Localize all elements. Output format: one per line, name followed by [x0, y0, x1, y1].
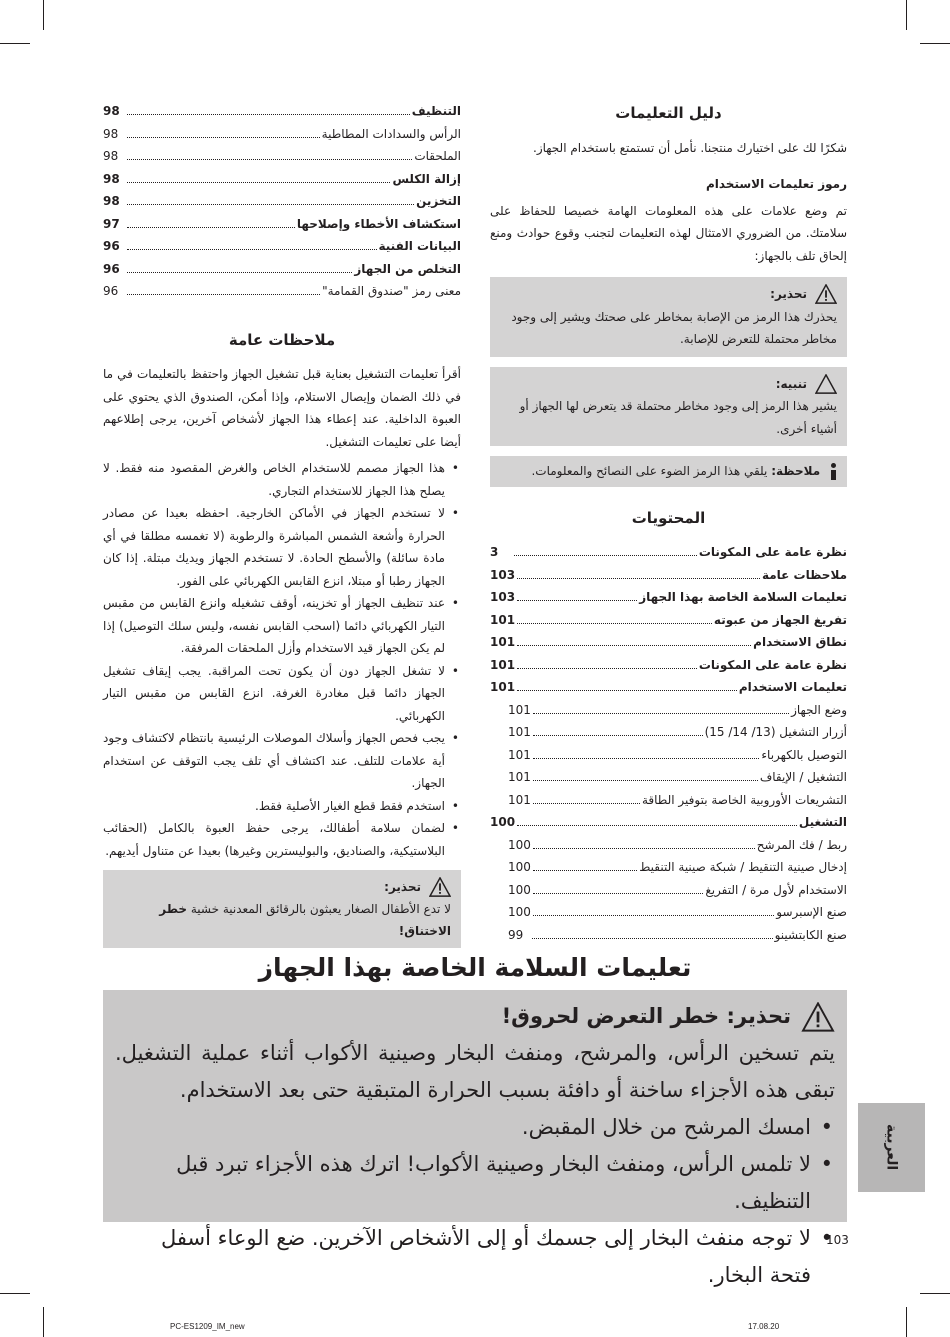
- toc-leader-dots: [127, 227, 295, 228]
- toc-entry-label: الاستخدام لأول مرة / التفريغ: [705, 882, 847, 897]
- toc-entry-page: 3: [490, 545, 499, 559]
- burn-warning-bullet: • امسك المرشح من خلال المقبض.: [115, 1109, 835, 1146]
- toc-entry-label: صنع الكابتشينو: [774, 927, 847, 942]
- general-text: أقرأ تعليمات التشغيل بعناية قبل تشغيل الجهاز واحتفظ بالتعليمات في ما في ذلك الضمان وإيصال الاستلام، وإذا أمكن، الصندوق الذي يحتوي على العبوة الداخلية. عند إعطاء هذا الجهاز لأشخاص آخرين، يرجى إطلاعهم أيضا على تعليمات التشغيل.: [103, 367, 461, 449]
- footer-date: 17.08.20: [748, 1322, 780, 1331]
- toc-entry-label: إدخال صينية التنقيط / شبكة صينية التنقيط: [639, 860, 847, 874]
- toc-entry: [490, 901, 847, 924]
- toc-entry: [490, 631, 847, 654]
- toc-leader-dots: [517, 600, 637, 601]
- toc-entry: [103, 280, 461, 303]
- toc-leader-dots: [127, 204, 414, 205]
- safety-bullet: • عند تنظيف الجهاز أو تخزينه، أوقف تشغيله وانزع القابس من مقبس التيار الكهربائي دائما (اسحب القابس نفسه، وليس سلك التوصيل) إذا لم يكن الجهاز قيد الاستخدام وأزل الملحقات المرفقة.: [103, 592, 461, 660]
- toc-entry-page: 101: [508, 792, 531, 807]
- toc-entry-label: تفريغ الجهاز من عبوته: [713, 612, 847, 627]
- toc-entry-page: 98: [103, 149, 119, 163]
- toc-entry-label: أزرار التشغيل (13/ 14/ 15): [704, 725, 847, 739]
- toc-entry-label: صنع الإسبرسو: [776, 905, 847, 919]
- toc-entry: [490, 609, 847, 632]
- toc-leader-dots: [517, 623, 712, 624]
- warning-triangle-icon: [801, 1002, 835, 1032]
- page-number: 103: [826, 1233, 849, 1247]
- toc-entry-label: الملحقات: [414, 149, 461, 163]
- toc-entry-page: 101: [508, 747, 531, 762]
- toc-entry-page: 100: [508, 905, 531, 919]
- toc-entry: [490, 879, 847, 902]
- toc-entry-label: نطاق الاستخدام: [753, 635, 847, 649]
- right-column: [490, 100, 847, 946]
- toc-entry-page: 100: [508, 860, 531, 874]
- toc-entry-page: 98: [103, 104, 120, 118]
- toc-entry-label: التنظيف: [411, 104, 461, 118]
- toc-entry: [490, 744, 847, 767]
- choking-warning-emphasis: خطر الاختناق!: [159, 902, 451, 938]
- burn-warning-bullets: [115, 1109, 835, 1294]
- toc-leader-dots: [533, 780, 758, 781]
- toc-entry-page: 101: [490, 612, 516, 627]
- toc-entry-label: تعليمات السلامة الخاصة بهذا الجهاز: [639, 590, 847, 604]
- toc-leader-dots: [127, 272, 352, 273]
- toc-leader-dots: [127, 159, 412, 160]
- toc-leader-dots: [517, 645, 751, 646]
- toc-entry-page: 100: [508, 882, 531, 897]
- toc-entry: [103, 213, 461, 236]
- caution-triangle-icon: [815, 374, 837, 394]
- toc-entry-page: 96: [103, 284, 119, 298]
- toc-leader-dots: [533, 758, 760, 759]
- toc-entry: [490, 766, 847, 789]
- contents-heading: المحتويات: [631, 508, 706, 527]
- footer-file-name: PC-ES1209_IM_new: [170, 1322, 245, 1331]
- toc-entry: [103, 190, 461, 213]
- crop-mark: [906, 0, 907, 30]
- symbols-text: تم وضع علامات على هذه المعلومات الهامة خصيصا للحفاظ على سلامتك. من الضروري الامتثال لهذه التعليمات لتجنب وقوع حوادث ومنع إلحاق تلف بالجهاز:: [490, 203, 847, 263]
- toc-leader-dots: [533, 893, 703, 894]
- toc-leader-dots: [517, 668, 697, 669]
- toc-leader-dots: [517, 578, 760, 579]
- toc-entry-page: 96: [103, 239, 120, 253]
- toc-entry: [490, 811, 847, 834]
- toc-leader-dots: [533, 870, 637, 871]
- table-of-contents: [490, 541, 847, 946]
- burn-warning-text: يتم تسخين الرأس، والمرشح، ومنفث البخار وصينية الأكواب أثناء عملية التشغيل. تبقى هذه الأجزاء ساخنة أو دافئة بسبب الحرارة المتبقية حتى بعد الاستخدام.: [115, 1041, 835, 1102]
- choking-warning-text: لا تدع الأطفال الصغار يعبثون بالرقائق المعدنية خشية: [187, 902, 451, 916]
- crop-mark: [43, 0, 44, 30]
- crop-mark: [0, 1293, 30, 1294]
- toc-entry-page: 103: [490, 567, 516, 582]
- toc-entry-page: 101: [490, 657, 516, 672]
- crop-mark: [920, 1293, 950, 1294]
- toc-entry-page: 101: [508, 770, 531, 784]
- burn-warning-bullet: • لا تلمس الرأس، ومنفث البخار وصينية الأكواب! اترك هذه الأجزاء تبرد قبل التنظيف.: [115, 1146, 835, 1220]
- toc-leader-dots: [517, 825, 797, 826]
- toc-leader-dots: [533, 848, 755, 849]
- toc-entry: [490, 541, 847, 564]
- toc-entry-label: تعليمات الاستخدام: [738, 680, 847, 694]
- warning-label: تحذير:: [770, 287, 807, 301]
- left-column: [103, 100, 461, 948]
- safety-bullet: • لا تشغل الجهاز دون أن يكون تحت المراقبة. يجب إيقاف تشغيل الجهاز دائما قبل مغادرة الغرفة. انزع القابس من مقبس التيار الكهربائي.: [103, 660, 461, 728]
- toc-entry: [490, 834, 847, 857]
- toc-leader-dots: [533, 735, 703, 736]
- symbols-heading: رموز تعليمات الاستخدام: [705, 177, 847, 191]
- safety-bullet-list: [103, 457, 461, 862]
- toc-entry: [103, 123, 461, 146]
- safety-bullet: • لضمان سلامة أطفالك، يرجى حفظ العبوة بالكامل (الحقائب البلاستيكية، والصناديق، والبوليسترين وغيرها) بعيدا عن متناول أيديهم.: [103, 817, 461, 862]
- general-heading: ملاحظات عامة: [228, 330, 336, 349]
- toc-entry: [103, 258, 461, 281]
- toc-entry-label: نظرة عامة على المكونات: [698, 545, 847, 559]
- toc-entry-label: نظرة عامة على المكونات: [698, 657, 847, 672]
- toc-entry-label: ربط / فك المرشح: [756, 837, 847, 852]
- toc-entry: [103, 235, 461, 258]
- note-text: يلقي هذا الرمز الضوء على النصائح والمعلومات.: [531, 464, 768, 478]
- toc-entry-label: الرأس والسدادات المطاطية: [321, 126, 461, 141]
- toc-entry-page: 100: [490, 815, 516, 829]
- toc-entry-page: 98: [103, 126, 119, 141]
- crop-mark: [906, 1307, 907, 1337]
- toc-leader-dots: [533, 803, 640, 804]
- crop-mark: [920, 43, 950, 44]
- toc-leader-dots: [517, 690, 737, 691]
- toc-entry-page: 96: [103, 261, 120, 276]
- toc-entry: [490, 789, 847, 812]
- language-tab: [858, 1103, 925, 1192]
- toc-entry-page: 99: [508, 927, 524, 942]
- note-notice: [490, 456, 847, 487]
- toc-entry-label: معنى رمز "صندوق القمامة": [322, 284, 461, 298]
- burn-warning-label: تحذير: خطر التعرض لحروق!: [501, 1004, 791, 1028]
- safety-bullet: • لا تستخدم الجهاز في الأماكن الخارجية. احفظه بعيدا عن مصادر الحرارة وأشعة الشمس المباشرة والرطوبة (لا تغمسه مطلقا في أي مادة سائلة) والأسطح الحادة. لا تستخدم الجهاز ويديك مبتلة. إذا كان الجهاز رطبا أو مبتلا، انزع القابس الكهربائي على الفور.: [103, 502, 461, 592]
- burn-warning-bullet: • لا توجه منفث البخار إلى جسمك أو إلى الأشخاص الآخرين. ضع الوعاء أسفل فتحة البخار.: [115, 1220, 835, 1294]
- toc-entry-label: ملاحظات عامة: [761, 567, 847, 582]
- toc-leader-dots: [532, 938, 773, 939]
- toc-entry: [103, 100, 461, 123]
- toc-leader-dots: [127, 294, 320, 295]
- toc-entry-label: التخلص من الجهاز: [354, 261, 461, 276]
- toc-entry: [490, 676, 847, 699]
- toc-entry-label: إزالة الكلس: [392, 171, 461, 186]
- toc-entry: [490, 856, 847, 879]
- warning-triangle-icon: [815, 284, 837, 304]
- toc-leader-dots: [127, 182, 390, 183]
- safety-section-title: تعليمات السلامة الخاصة بهذا الجهاز: [258, 953, 692, 982]
- toc-leader-dots: [127, 137, 320, 138]
- toc-entry-page: 97: [103, 216, 120, 231]
- toc-entry-page: 98: [103, 194, 120, 208]
- toc-entry-label: التوصيل بالكهرباء: [761, 747, 847, 762]
- safety-bullet: • استخدم فقط قطع الغيار الأصلية فقط.: [103, 795, 461, 818]
- toc-leader-dots: [514, 555, 697, 556]
- toc-entry-page: 101: [508, 702, 531, 717]
- warning-notice: [490, 277, 847, 357]
- toc-entry: [490, 924, 847, 947]
- toc-entry-page: 101: [490, 680, 516, 694]
- toc-entry: [490, 699, 847, 722]
- caution-notice: [490, 367, 847, 447]
- toc-leader-dots: [533, 915, 774, 916]
- toc-entry-label: استكشاف الأخطاء وإصلاحها: [296, 216, 461, 231]
- caution-text: يشير هذا الرمز إلى وجود مخاطر محتملة قد يتعرض لها الجهاز أو أشياء أخرى.: [519, 399, 837, 436]
- toc-entry-page: 101: [508, 725, 531, 739]
- toc-entry-page: 101: [490, 635, 516, 649]
- toc-entry: [103, 145, 461, 168]
- toc-entry-page: 100: [508, 837, 531, 852]
- toc-entry: [490, 721, 847, 744]
- toc-entry-page: 98: [103, 171, 120, 186]
- toc-entry: [490, 586, 847, 609]
- safety-bullet: • يجب فحص الجهاز وأسلاك الموصلات الرئيسية بانتظام لاكتشاف وجود أية علامات للتلف. عند اكتشاف أي تلف يجب التوقف عن استخدام الجهاز.: [103, 727, 461, 795]
- toc-entry: [490, 654, 847, 677]
- caution-label: تنبيه:: [775, 376, 807, 391]
- choking-warning: [103, 870, 461, 948]
- warning-text: يحذرك هذا الرمز من الإصابة بمخاطر على صحتك ويشير إلى وجود مخاطر محتملة للتعرض للإصابة.: [511, 309, 837, 346]
- toc-entry-page: 103: [490, 590, 516, 604]
- guide-text: شكرًا لك على اختيارك منتجنا. نأمل أن تستمتع باستخدام الجهاز.: [533, 140, 847, 155]
- safety-bullet: • هذا الجهاز مصمم للاستخدام الخاص والغرض المقصود منه فقط. لا يصلح هذا الجهاز للاستخدام التجاري.: [103, 457, 461, 502]
- toc-entry-label: التشريعات الأوروبية الخاصة بتوفير الطاقة: [641, 792, 847, 807]
- toc-leader-dots: [127, 114, 410, 115]
- choking-warning-label: تحذير:: [384, 880, 421, 894]
- toc-entry-label: التشغيل / الإيقاف: [759, 770, 847, 784]
- language-tab-label: العربية: [883, 1124, 900, 1171]
- toc-entry-label: التخزين: [416, 194, 461, 208]
- crop-mark: [43, 1307, 44, 1337]
- guide-title: دليل التعليمات: [615, 104, 722, 122]
- toc-leader-dots: [127, 249, 377, 250]
- toc-entry-label: وضع الجهاز: [791, 702, 847, 717]
- table-of-contents-continued: [103, 100, 461, 303]
- warning-triangle-icon: [429, 877, 451, 897]
- toc-leader-dots: [533, 713, 789, 714]
- crop-mark: [0, 43, 30, 44]
- toc-entry: [490, 564, 847, 587]
- info-icon: [830, 463, 837, 480]
- toc-entry-label: التشغيل: [798, 815, 847, 829]
- toc-entry: [103, 168, 461, 191]
- note-label: ملاحظة:: [771, 464, 821, 478]
- toc-entry-label: البيانات الفنية: [378, 239, 461, 253]
